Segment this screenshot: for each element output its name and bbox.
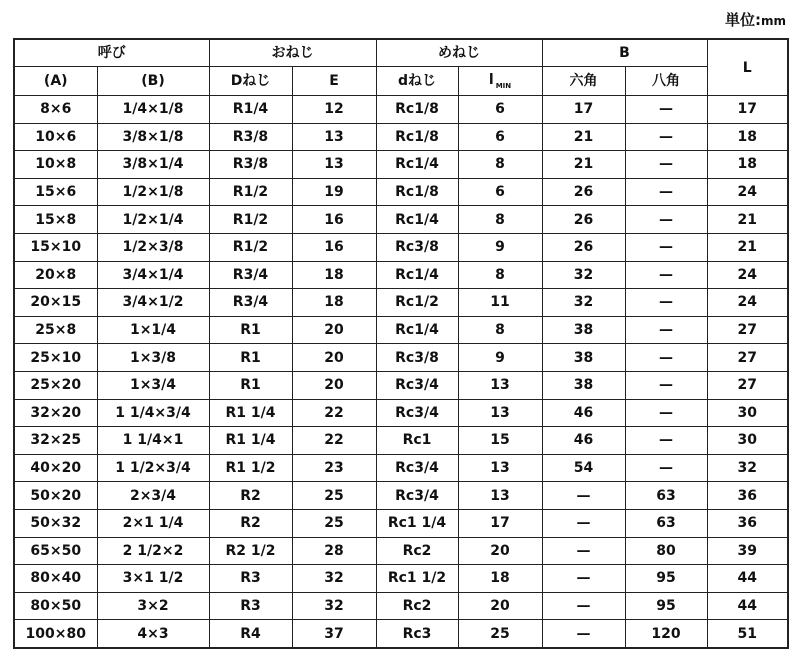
cell-l: 30 — [707, 427, 788, 455]
cell-e: 25 — [292, 482, 376, 510]
cell-size-b: 1×1/4 — [97, 316, 209, 344]
cell-size-b: 3/4×1/2 — [97, 289, 209, 317]
dimension-table — [13, 38, 789, 649]
cell-e: 22 — [292, 427, 376, 455]
cell-size-a: 50×20 — [14, 482, 97, 510]
cell-d-thread: R1 — [209, 344, 292, 372]
cell-size-b: 4×3 — [97, 620, 209, 648]
cell-e: 20 — [292, 316, 376, 344]
cell-size-a: 32×25 — [14, 427, 97, 455]
cell-l-min: 13 — [458, 454, 542, 482]
cell-size-a: 15×10 — [14, 233, 97, 261]
header-b-size: (B) — [97, 67, 209, 96]
cell-e: 37 — [292, 620, 376, 648]
cell-size-b: 3×1 1/2 — [97, 565, 209, 593]
cell-small-d-thread: Rc1/8 — [376, 178, 458, 206]
cell-octagon: — — [625, 344, 707, 372]
cell-l: 36 — [707, 509, 788, 537]
cell-l-min: 8 — [458, 316, 542, 344]
cell-e: 19 — [292, 178, 376, 206]
cell-l: 18 — [707, 151, 788, 179]
cell-octagon: — — [625, 427, 707, 455]
header-a: (A) — [14, 67, 97, 96]
cell-hexagon: 38 — [542, 344, 625, 372]
cell-d-thread: R1 1/4 — [209, 427, 292, 455]
cell-small-d-thread: Rc1/4 — [376, 206, 458, 234]
l-min-main: l — [488, 72, 494, 88]
header-meneji: めねじ — [376, 39, 542, 67]
cell-size-b: 1/2×3/8 — [97, 233, 209, 261]
header-d-thread: Dねじ — [209, 67, 292, 96]
cell-octagon: — — [625, 371, 707, 399]
cell-l-min: 6 — [458, 123, 542, 151]
cell-small-d-thread: Rc1 — [376, 427, 458, 455]
table-row — [14, 592, 788, 620]
table-row — [14, 289, 788, 317]
cell-size-b: 1×3/4 — [97, 371, 209, 399]
table-row — [14, 151, 788, 179]
cell-l: 51 — [707, 620, 788, 648]
cell-l-min: 11 — [458, 289, 542, 317]
header-l: L — [707, 39, 788, 96]
cell-small-d-thread: Rc1/2 — [376, 289, 458, 317]
header-hexagon: 六角 — [542, 67, 625, 96]
cell-d-thread: R2 — [209, 509, 292, 537]
cell-l: 44 — [707, 565, 788, 593]
cell-small-d-thread: Rc1/4 — [376, 261, 458, 289]
header-b: B — [542, 39, 707, 67]
table-row — [14, 178, 788, 206]
cell-octagon: — — [625, 289, 707, 317]
cell-small-d-thread: Rc1/8 — [376, 96, 458, 124]
cell-hexagon: 21 — [542, 123, 625, 151]
cell-d-thread: R1 — [209, 371, 292, 399]
cell-d-thread: R3/8 — [209, 151, 292, 179]
cell-small-d-thread: Rc1/4 — [376, 151, 458, 179]
cell-e: 20 — [292, 371, 376, 399]
cell-hexagon: 26 — [542, 233, 625, 261]
cell-small-d-thread: Rc3/8 — [376, 344, 458, 372]
table-row — [14, 565, 788, 593]
cell-size-b: 1 1/4×1 — [97, 427, 209, 455]
cell-hexagon: 38 — [542, 316, 625, 344]
cell-hexagon: — — [542, 509, 625, 537]
table-row — [14, 123, 788, 151]
unit-label — [725, 9, 786, 30]
cell-d-thread: R1 1/2 — [209, 454, 292, 482]
cell-l: 44 — [707, 592, 788, 620]
cell-small-d-thread: Rc3/4 — [376, 482, 458, 510]
cell-d-thread: R2 1/2 — [209, 537, 292, 565]
l-min-sub: MIN — [495, 82, 512, 90]
cell-l: 18 — [707, 123, 788, 151]
cell-d-thread: R1/2 — [209, 206, 292, 234]
cell-size-b: 1 1/2×3/4 — [97, 454, 209, 482]
cell-size-a: 65×50 — [14, 537, 97, 565]
table-row — [14, 371, 788, 399]
cell-e: 25 — [292, 509, 376, 537]
cell-e: 32 — [292, 565, 376, 593]
cell-l-min: 15 — [458, 427, 542, 455]
table-row — [14, 261, 788, 289]
cell-octagon: — — [625, 96, 707, 124]
cell-l-min: 8 — [458, 261, 542, 289]
table-row — [14, 620, 788, 648]
cell-size-a: 10×8 — [14, 151, 97, 179]
cell-octagon: — — [625, 151, 707, 179]
cell-l-min: 13 — [458, 399, 542, 427]
cell-size-b: 3/4×1/4 — [97, 261, 209, 289]
cell-e: 18 — [292, 261, 376, 289]
cell-e: 28 — [292, 537, 376, 565]
table-row — [14, 233, 788, 261]
cell-l: 21 — [707, 206, 788, 234]
table-row — [14, 509, 788, 537]
cell-e: 16 — [292, 206, 376, 234]
cell-l: 24 — [707, 178, 788, 206]
cell-hexagon: 46 — [542, 399, 625, 427]
cell-l-min: 6 — [458, 96, 542, 124]
cell-d-thread: R1 — [209, 316, 292, 344]
cell-small-d-thread: Rc3/4 — [376, 399, 458, 427]
cell-size-a: 80×50 — [14, 592, 97, 620]
cell-d-thread: R1 1/4 — [209, 399, 292, 427]
cell-l-min: 13 — [458, 482, 542, 510]
cell-d-thread: R3/8 — [209, 123, 292, 151]
cell-e: 18 — [292, 289, 376, 317]
cell-e: 13 — [292, 151, 376, 179]
cell-l-min: 6 — [458, 178, 542, 206]
table-row — [14, 482, 788, 510]
cell-size-a: 80×40 — [14, 565, 97, 593]
table-row — [14, 96, 788, 124]
cell-e: 16 — [292, 233, 376, 261]
cell-size-b: 1×3/8 — [97, 344, 209, 372]
cell-octagon: 80 — [625, 537, 707, 565]
cell-hexagon: 26 — [542, 178, 625, 206]
cell-hexagon: 38 — [542, 371, 625, 399]
cell-l: 24 — [707, 261, 788, 289]
cell-size-b: 2×3/4 — [97, 482, 209, 510]
cell-l: 17 — [707, 96, 788, 124]
cell-size-a: 50×32 — [14, 509, 97, 537]
cell-small-d-thread: Rc3 — [376, 620, 458, 648]
cell-small-d-thread: Rc1/4 — [376, 316, 458, 344]
cell-hexagon: 32 — [542, 261, 625, 289]
unit-prefix: 単位: — [724, 11, 761, 29]
header-row-1 — [14, 39, 788, 67]
cell-size-a: 10×6 — [14, 123, 97, 151]
cell-size-b: 1/4×1/8 — [97, 96, 209, 124]
cell-size-a: 15×8 — [14, 206, 97, 234]
cell-d-thread: R1/2 — [209, 233, 292, 261]
cell-size-a: 25×20 — [14, 371, 97, 399]
cell-l: 27 — [707, 316, 788, 344]
cell-l-min: 9 — [458, 344, 542, 372]
cell-small-d-thread: Rc2 — [376, 537, 458, 565]
cell-small-d-thread: Rc3/8 — [376, 233, 458, 261]
cell-octagon: — — [625, 206, 707, 234]
table-row — [14, 427, 788, 455]
cell-octagon: — — [625, 261, 707, 289]
cell-hexagon: 26 — [542, 206, 625, 234]
cell-hexagon: — — [542, 565, 625, 593]
cell-hexagon: — — [542, 620, 625, 648]
cell-size-a: 20×8 — [14, 261, 97, 289]
cell-l-min: 17 — [458, 509, 542, 537]
table-row — [14, 344, 788, 372]
cell-hexagon: 46 — [542, 427, 625, 455]
cell-size-b: 3×2 — [97, 592, 209, 620]
cell-size-b: 2 1/2×2 — [97, 537, 209, 565]
cell-octagon: — — [625, 178, 707, 206]
cell-l-min: 9 — [458, 233, 542, 261]
cell-l-min: 8 — [458, 151, 542, 179]
cell-d-thread: R3/4 — [209, 261, 292, 289]
cell-l-min: 8 — [458, 206, 542, 234]
cell-e: 13 — [292, 123, 376, 151]
cell-l: 30 — [707, 399, 788, 427]
cell-octagon: — — [625, 454, 707, 482]
cell-l: 32 — [707, 454, 788, 482]
header-octagon: 八角 — [625, 67, 707, 96]
cell-size-b: 1/2×1/8 — [97, 178, 209, 206]
cell-e: 12 — [292, 96, 376, 124]
cell-l-min: 20 — [458, 592, 542, 620]
cell-l-min: 18 — [458, 565, 542, 593]
cell-e: 20 — [292, 344, 376, 372]
cell-hexagon: 32 — [542, 289, 625, 317]
table-row — [14, 454, 788, 482]
cell-hexagon: 17 — [542, 96, 625, 124]
cell-size-b: 3/8×1/8 — [97, 123, 209, 151]
header-row-2 — [14, 67, 788, 96]
cell-size-b: 1/2×1/4 — [97, 206, 209, 234]
cell-l: 27 — [707, 371, 788, 399]
cell-octagon: 63 — [625, 482, 707, 510]
unit-value: mm — [760, 14, 786, 28]
cell-hexagon: — — [542, 537, 625, 565]
cell-d-thread: R1/4 — [209, 96, 292, 124]
cell-octagon: 95 — [625, 565, 707, 593]
table-row — [14, 206, 788, 234]
cell-small-d-thread: Rc3/4 — [376, 371, 458, 399]
cell-small-d-thread: Rc1 1/4 — [376, 509, 458, 537]
cell-size-b: 2×1 1/4 — [97, 509, 209, 537]
cell-d-thread: R3/4 — [209, 289, 292, 317]
header-oneji: おねじ — [209, 39, 376, 67]
cell-octagon: — — [625, 316, 707, 344]
cell-small-d-thread: Rc3/4 — [376, 454, 458, 482]
cell-l-min: 20 — [458, 537, 542, 565]
cell-octagon: 95 — [625, 592, 707, 620]
cell-octagon: 63 — [625, 509, 707, 537]
table-row — [14, 399, 788, 427]
cell-size-b: 1 1/4×3/4 — [97, 399, 209, 427]
cell-l-min: 25 — [458, 620, 542, 648]
cell-size-a: 40×20 — [14, 454, 97, 482]
cell-l: 24 — [707, 289, 788, 317]
cell-d-thread: R2 — [209, 482, 292, 510]
cell-octagon: 120 — [625, 620, 707, 648]
cell-small-d-thread: Rc1 1/2 — [376, 565, 458, 593]
table-row — [14, 316, 788, 344]
cell-size-a: 8×6 — [14, 96, 97, 124]
table-body — [14, 96, 788, 648]
cell-e: 23 — [292, 454, 376, 482]
cell-d-thread: R3 — [209, 592, 292, 620]
cell-l: 21 — [707, 233, 788, 261]
cell-small-d-thread: Rc2 — [376, 592, 458, 620]
cell-size-b: 3/8×1/4 — [97, 151, 209, 179]
cell-octagon: — — [625, 233, 707, 261]
cell-hexagon: — — [542, 482, 625, 510]
cell-octagon: — — [625, 399, 707, 427]
cell-hexagon: 21 — [542, 151, 625, 179]
cell-d-thread: R1/2 — [209, 178, 292, 206]
cell-e: 32 — [292, 592, 376, 620]
header-small-d-thread: dねじ — [376, 67, 458, 96]
table-row — [14, 537, 788, 565]
cell-small-d-thread: Rc1/8 — [376, 123, 458, 151]
cell-l-min: 13 — [458, 371, 542, 399]
cell-l: 27 — [707, 344, 788, 372]
cell-e: 22 — [292, 399, 376, 427]
cell-l: 39 — [707, 537, 788, 565]
cell-l: 36 — [707, 482, 788, 510]
cell-size-a: 15×6 — [14, 178, 97, 206]
header-yobi: 呼び — [14, 39, 209, 67]
cell-hexagon: — — [542, 592, 625, 620]
cell-size-a: 25×8 — [14, 316, 97, 344]
cell-hexagon: 54 — [542, 454, 625, 482]
cell-d-thread: R4 — [209, 620, 292, 648]
cell-octagon: — — [625, 123, 707, 151]
cell-d-thread: R3 — [209, 565, 292, 593]
cell-size-a: 20×15 — [14, 289, 97, 317]
header-l-min — [458, 67, 542, 96]
cell-size-a: 100×80 — [14, 620, 97, 648]
header-e: E — [292, 67, 376, 96]
cell-size-a: 25×10 — [14, 344, 97, 372]
cell-size-a: 32×20 — [14, 399, 97, 427]
